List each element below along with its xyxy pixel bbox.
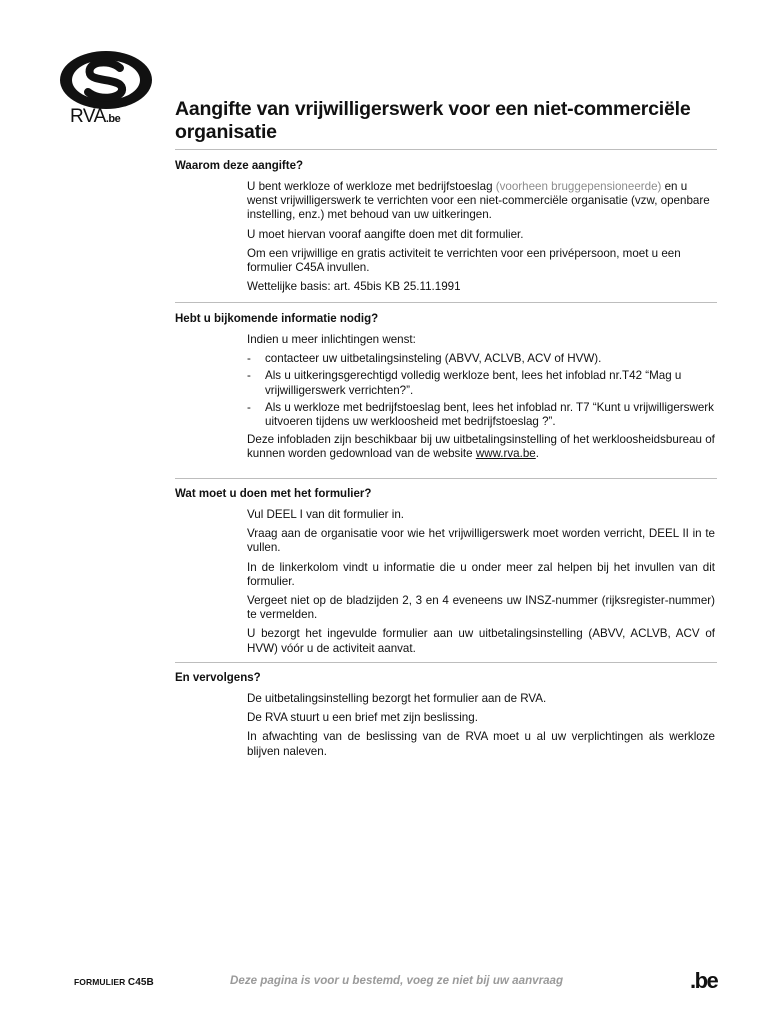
- section-heading-info: Hebt u bijkomende informatie nodig?: [175, 313, 379, 325]
- paragraph: U bezorgt het ingevulde formulier aan uw uitbetalingsinstelling (ABVV, ACLVB, ACV of HVW) vóór u de activiteit aanvat.: [247, 627, 715, 655]
- list-item: - contacteer uw uitbetalingsinsteling (ABVV, ACLVB, ACV of HVW).: [247, 352, 602, 366]
- section-heading-what: Wat moet u doen met het formulier?: [175, 488, 372, 500]
- page-title: Aangifte van vrijwilligerswerk voor een niet-commerciële organisatie: [175, 98, 691, 143]
- divider: [175, 662, 717, 663]
- footer-note: Deze pagina is voor u bestemd, voeg ze niet bij uw aanvraag: [230, 974, 564, 987]
- list-item: - Als u uitkeringsgerechtigd volledig werkloze bent, lees het infoblad nr.T42 “Mag u vrijwilligerswerk verrichten?”.: [247, 369, 682, 397]
- section-body-info: [247, 333, 715, 467]
- divider: [175, 149, 717, 150]
- list-item: - Als u werkloze met bedrijfstoeslag bent, lees het infoblad nr. T7 “Kunt u vrijwilligerswerk uitvoeren tijdens uw werkloosheid met bedrijfstoeslag ?”.: [247, 400, 714, 429]
- section-body-what: [247, 508, 715, 661]
- website-link[interactable]: www.rva.be: [475, 447, 536, 461]
- paragraph: Vraag aan de organisatie voor wie het vrijwilligerswerk moet worden verricht, DEEL II in te vullen.: [247, 527, 715, 555]
- paragraph: Om een vrijwillige en gratis activiteit te verrichten voor een privépersoon, moet u een formulier C45A invullen.: [247, 246, 681, 275]
- section-heading-next: En vervolgens?: [175, 672, 261, 684]
- paragraph: De RVA stuurt u een brief met zijn beslissing.: [247, 711, 478, 725]
- paragraph: Vergeet niet op de bladzijden 2, 3 en 4 eveneens uw INSZ-nummer (rijksregister-nummer) te vermelden.: [247, 594, 715, 622]
- paragraph: Deze infobladen zijn beschikbaar bij uw uitbetalingsinstelling of het werkloosheidsbureau of kunnen worden gedownload van de website www.rva.be.: [247, 433, 715, 461]
- form-code: FORMULIER C45B: [74, 977, 154, 988]
- divider: [175, 478, 717, 479]
- rva-logo-mark: [58, 50, 154, 110]
- section-heading-why: Waarom deze aangifte?: [175, 160, 304, 172]
- paragraph: Wettelijke basis: art. 45bis KB 25.11.1991: [247, 280, 461, 294]
- rva-logo: [58, 50, 154, 134]
- paragraph: U moet hiervan vooraf aangifte doen met dit formulier.: [247, 227, 524, 241]
- section-body-next: [247, 692, 715, 764]
- paragraph: De uitbetalingsinstelling bezorgt het formulier aan de RVA.: [247, 692, 547, 705]
- paragraph: Indien u meer inlichtingen wenst:: [247, 333, 416, 346]
- paragraph: In afwachting van de beslissing van de RVA moet u al uw verplichtingen als werkloze blijven naleven.: [247, 730, 715, 758]
- rva-logo-text: RVA.be: [70, 106, 121, 127]
- paragraph: Vul DEEL I van dit formulier in.: [247, 508, 405, 521]
- divider: [175, 302, 717, 303]
- paragraph: U bent werkloze of werkloze met bedrijfstoeslag (voorheen bruggepensioneerde) en u wenst vrijwilligerswerk te verrichten voor een niet-commerciële organisatie (vzw, openbare instelling, enz.) met behoud van uw uitkeringen.: [247, 180, 710, 222]
- paragraph: In de linkerkolom vindt u informatie die u onder meer zal helpen bij het invullen van dit formulier.: [247, 560, 715, 588]
- section-body-why: [247, 180, 715, 299]
- be-logo: .be: [690, 968, 718, 993]
